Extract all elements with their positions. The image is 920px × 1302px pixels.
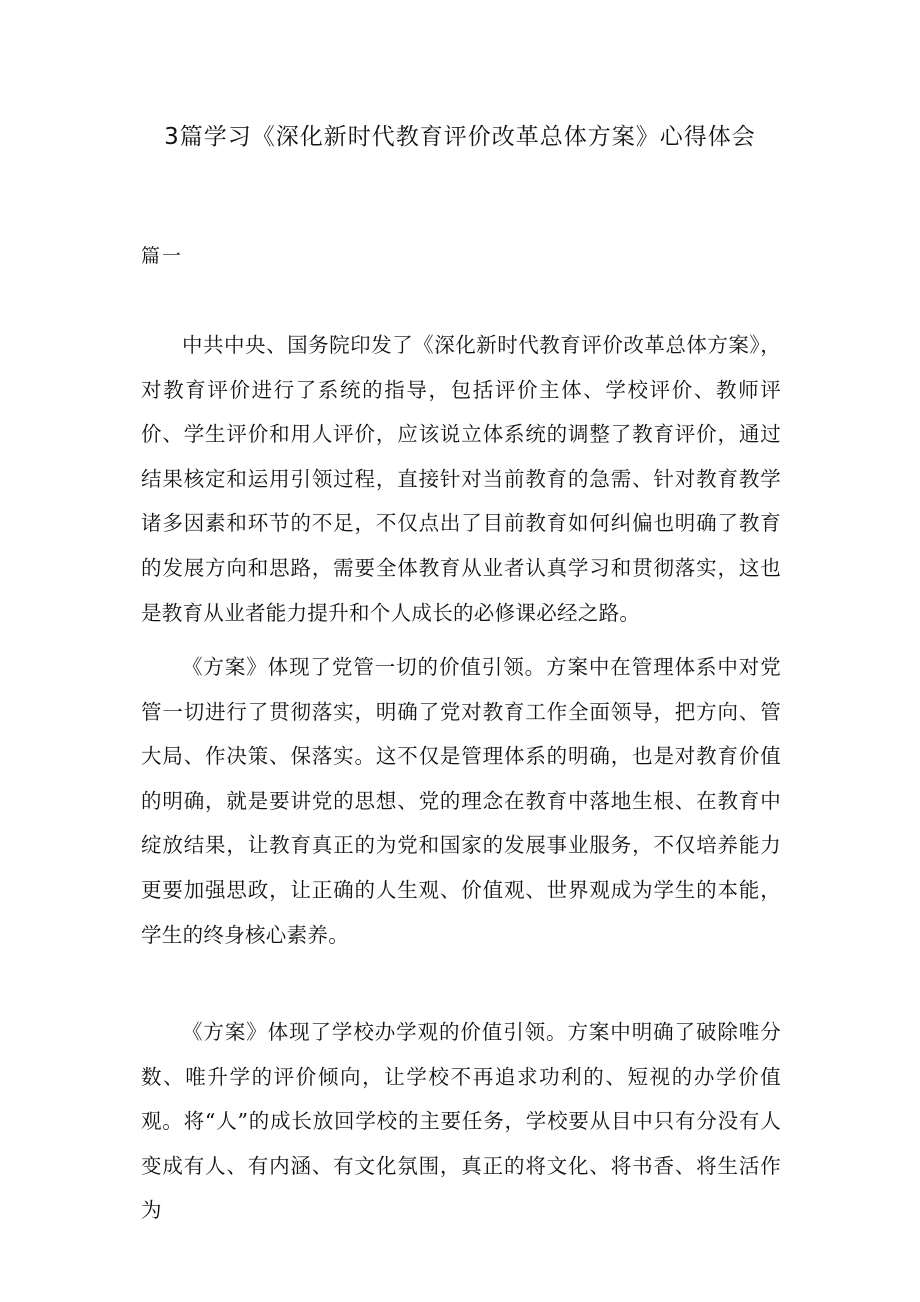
body-paragraph-1: 中共中央、国务院印发了《深化新时代教育评价改革总体方案》，对教育评价进行了系统的指导，包括评价主体、学校评价、教师评价、学生评价和用人评价，应该说立体系统的调整了教育评价，通过结果核定和运用引领过程，直接针对当前教育的急需、针对教育教学诸多因素和环节的不足，不仅点出了目前教育如何纠偏也明确了教育的发展方向和思路，需要全体教育从业者认真学习和贯彻落实，这也是教育从业者能力提升和个人成长的必修课必经之路。 <box>141 333 781 625</box>
body-paragraph-3: 《方案》体现了学校办学观的价值引领。方案中明确了破除唯分数、唯升学的评价倾向，让学校不再追求功利的、短视的办学价值观。将“人”的成长放回学校的主要任务，学校要从目中只有分没有人变成有人、有内涵、有文化氛围，真正的将文化、将书香、将生活作为 <box>141 1020 781 1223</box>
document-title: 3篇学习《深化新时代教育评价改革总体方案》心得体会 <box>164 124 756 150</box>
section-label: 篇一 <box>141 245 184 267</box>
body-paragraph-2: 《方案》体现了党管一切的价值引领。方案中在管理体系中对党管一切进行了贯彻落实，明确了党对教育工作全面领导，把方向、管大局、作决策、保落实。这不仅是管理体系的明确，也是对教育价值的明确，就是要讲党的思想、党的理念在教育中落地生根、在教育中绽放结果，让教育真正的为党和国家的发展事业服务，不仅培养能力更要加强思政，让正确的人生观、价值观、世界观成为学生的本能，学生的终身核心素养。 <box>141 655 781 947</box>
